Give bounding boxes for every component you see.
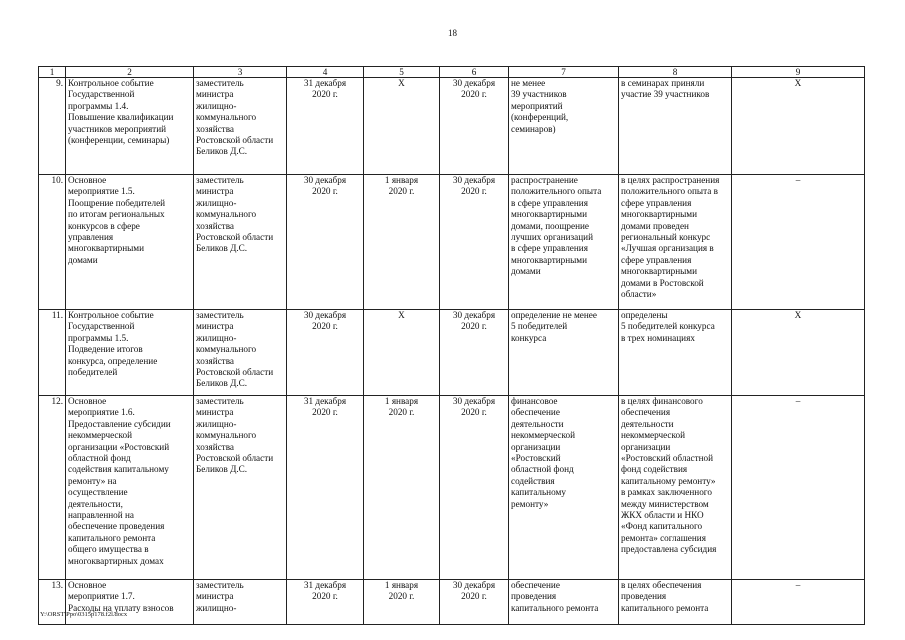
start-date-cell	[364, 175, 440, 310]
cell-text-line: обеспечение	[511, 580, 560, 590]
cell-text-line: 30 декабря	[452, 175, 496, 185]
cell-text-line: министра	[196, 186, 234, 197]
file-path-footer: Y:\ORST\Ppo\0315p178.f2l.docx	[40, 611, 128, 618]
cell-text-line: (конференции, семинары)	[68, 135, 170, 146]
cell-text-line: некоммерческой	[511, 430, 575, 441]
column-header: 7	[509, 67, 619, 78]
cell-text-line: Повышение квалификации	[68, 112, 174, 123]
actual-result-cell	[619, 580, 732, 625]
cell-text-line: многоквартирными	[511, 254, 588, 265]
column-header: 3	[194, 67, 287, 78]
actual-result-cell	[619, 78, 732, 175]
plan-date-cell	[287, 396, 364, 580]
cell-text-line: семинаров)	[511, 123, 556, 134]
end-date-cell	[440, 396, 509, 580]
cell-text-line: Государственной	[68, 89, 135, 100]
cell-text-line: 2020 г.	[312, 321, 338, 332]
cell-text-line: в трех номинациях	[621, 332, 695, 343]
header-row	[39, 67, 865, 78]
column-header: 4	[287, 67, 364, 78]
cell-text-line: Основное	[68, 580, 107, 590]
cell-text-line: многоквартирными	[511, 209, 588, 220]
plan-date-cell	[287, 78, 364, 175]
cell-text-line: в целях распространения	[621, 175, 720, 185]
cell-text-line: министра	[196, 407, 234, 418]
cell-text-line: областной фонд	[511, 464, 574, 475]
plan-date-cell	[287, 580, 364, 625]
cell-text-line: хозяйства	[196, 220, 234, 231]
executor-cell	[194, 78, 287, 175]
cell-text-line: многоквартирными	[621, 266, 698, 277]
cell-text-line: 2020 г.	[312, 186, 338, 197]
page-number: 18	[448, 28, 457, 38]
cell-text-line: мероприятие 1.6.	[68, 407, 135, 418]
cell-text-line: домами в Ростовской	[621, 277, 704, 288]
cell-text-line: 5 победителей конкурса	[621, 321, 715, 332]
cell-text-line: ремонту» на	[68, 475, 117, 486]
event-name-cell	[66, 175, 194, 310]
cell-text-line: X	[398, 78, 405, 88]
cell-text-line: обеспечение	[511, 407, 560, 418]
executor-cell	[194, 310, 287, 396]
cell-text-line: 31 декабря	[303, 580, 347, 590]
start-date-cell	[364, 396, 440, 580]
cell-text-line: управления	[68, 232, 114, 243]
cell-text-line: многоквартирными	[621, 209, 698, 220]
row-number: 12.	[39, 396, 66, 580]
cell-text-line: домами проведен	[621, 220, 689, 231]
expected-result-cell	[509, 580, 619, 625]
cell-text-line: 2020 г.	[388, 407, 415, 418]
cell-text-line: 30 декабря	[452, 580, 496, 590]
column-header: 1	[39, 67, 66, 78]
cell-text-line: капитального ремонта	[621, 602, 709, 613]
cell-text-line: ремонта» соглашения	[621, 532, 706, 543]
note-cell: X	[732, 78, 865, 175]
cell-text-line: 30 декабря	[303, 175, 347, 185]
cell-text-line: многоквартирными	[68, 243, 145, 254]
table-row	[39, 310, 865, 396]
cell-text-line: Поощрение победителей	[68, 197, 166, 208]
expected-result-cell	[509, 78, 619, 175]
expected-result-cell	[509, 396, 619, 580]
row-number: 11.	[39, 310, 66, 396]
cell-text-line: капитального ремонта	[68, 532, 156, 543]
cell-text-line: домами	[511, 266, 541, 277]
cell-text-line: по итогам региональных	[68, 209, 165, 220]
cell-text-line: домами, поощрение	[511, 220, 590, 231]
end-date-cell	[440, 310, 509, 396]
cell-text-line: X	[398, 310, 405, 320]
cell-text-line: заместитель	[196, 175, 244, 185]
cell-text-line: конкурсов в сфере	[68, 220, 140, 231]
cell-text-line: в целях обеспечения	[621, 580, 702, 590]
cell-text-line: обеспечение проведения	[68, 521, 165, 532]
plan-date-cell	[287, 175, 364, 310]
cell-text-line: организации	[621, 441, 671, 452]
cell-text-line: заместитель	[196, 396, 244, 406]
cell-text-line: 30 декабря	[303, 310, 347, 320]
cell-text-line: Контрольное событие	[68, 310, 154, 320]
cell-text-line: «Фонд капитального	[621, 521, 703, 532]
expected-result-cell	[509, 310, 619, 396]
cell-text-line: определены	[621, 310, 668, 320]
cell-text-line: Ростовской области	[196, 367, 274, 378]
cell-text-line: «Ростовский	[511, 453, 561, 464]
cell-text-line: проведения	[621, 591, 667, 602]
cell-text-line: 2020 г.	[461, 321, 487, 332]
cell-text-line: заместитель	[196, 310, 244, 320]
note-cell: –	[732, 175, 865, 310]
note-cell: –	[732, 396, 865, 580]
cell-text-line: не менее	[511, 78, 546, 88]
cell-text-line: 2020 г.	[388, 186, 415, 197]
cell-text-line: капитальному ремонту»	[621, 475, 716, 486]
cell-text-line: Ростовской области	[196, 453, 274, 464]
cell-text-line: жилищно-	[196, 197, 237, 208]
cell-text-line: содействия капитальному	[68, 464, 169, 475]
cell-text-line: многоквартирных домах	[68, 555, 164, 566]
table-row	[39, 396, 865, 580]
cell-text-line: направленной на	[68, 510, 134, 521]
cell-text-line: коммунального	[196, 112, 257, 123]
cell-text-line: 2020 г.	[461, 186, 487, 197]
plan-date-cell	[287, 310, 364, 396]
cell-text-line: предоставлена субсидия	[621, 544, 717, 555]
cell-text-line: конкурса	[511, 332, 547, 343]
cell-text-line: Ростовской области	[196, 135, 274, 146]
cell-text-line: содействия	[511, 475, 555, 486]
cell-text-line: области»	[621, 289, 657, 300]
executor-cell	[194, 580, 287, 625]
cell-text-line: мероприятие 1.5.	[68, 186, 135, 197]
cell-text-line: проведения	[511, 591, 557, 602]
cell-text-line: министра	[196, 321, 234, 332]
cell-text-line: Государственной	[68, 321, 135, 332]
cell-text-line: сфере управления	[621, 197, 692, 208]
table-row	[39, 580, 865, 625]
cell-text-line: определение не менее	[511, 310, 597, 320]
cell-text-line: 1 января	[384, 175, 419, 185]
cell-text-line: некоммерческой	[621, 430, 685, 441]
cell-text-line: заместитель	[196, 78, 244, 88]
cell-text-line: финансовое	[511, 396, 558, 406]
cell-text-line: 2020 г.	[312, 89, 338, 100]
table-row	[39, 78, 865, 175]
cell-text-line: в сфере управления	[511, 243, 588, 254]
cell-text-line: коммунального	[196, 430, 257, 441]
cell-text-line: жилищно-	[196, 602, 237, 613]
end-date-cell	[440, 175, 509, 310]
note-cell: –	[732, 580, 865, 625]
event-name-cell	[66, 78, 194, 175]
executor-cell	[194, 396, 287, 580]
cell-text-line: общего имущества в	[68, 544, 149, 555]
cell-text-line: Расходы на уплату взносов	[68, 602, 174, 613]
row-number: 10.	[39, 175, 66, 310]
start-date-cell	[364, 310, 440, 396]
cell-text-line: деятельности,	[68, 498, 123, 509]
cell-text-line: 2020 г.	[312, 407, 338, 418]
cell-text-line: Контрольное событие	[68, 78, 154, 88]
cell-text-line: некоммерческой	[68, 430, 132, 441]
cell-text-line: капитальному	[511, 487, 566, 498]
cell-text-line: положительного опыта в	[621, 186, 718, 197]
cell-text-line: сфере управления	[621, 254, 692, 265]
cell-text-line: 2020 г.	[312, 591, 338, 602]
cell-text-line: Беликов Д.С.	[196, 243, 248, 254]
cell-text-line: в целях финансового	[621, 396, 703, 406]
cell-text-line: заместитель	[196, 580, 244, 590]
cell-text-line: 39 участников	[511, 89, 567, 100]
cell-text-line: 5 победителей	[511, 321, 568, 332]
cell-text-line: 1 января	[384, 580, 419, 590]
cell-text-line: Беликов Д.С.	[196, 378, 248, 389]
row-number: 9.	[39, 78, 66, 175]
expected-result-cell	[509, 175, 619, 310]
cell-text-line: мероприятие 1.7.	[68, 591, 135, 602]
cell-text-line: хозяйства	[196, 441, 234, 452]
cell-text-line: обеспечения	[621, 407, 671, 418]
table-row	[39, 175, 865, 310]
cell-text-line: 2020 г.	[461, 89, 487, 100]
actual-result-cell	[619, 175, 732, 310]
column-header: 8	[619, 67, 732, 78]
cell-text-line: капитального ремонта	[511, 602, 599, 613]
end-date-cell	[440, 580, 509, 625]
cell-text-line: 30 декабря	[452, 396, 496, 406]
start-date-cell	[364, 78, 440, 175]
cell-text-line: Ростовской области	[196, 232, 274, 243]
cell-text-line: жилищно-	[196, 332, 237, 343]
cell-text-line: в семинарах приняли	[621, 78, 705, 88]
cell-text-line: «Лучшая организация в	[621, 243, 714, 254]
cell-text-line: Беликов Д.С.	[196, 464, 248, 475]
note-cell: X	[732, 310, 865, 396]
cell-text-line: коммунального	[196, 344, 257, 355]
cell-text-line: домами	[68, 254, 98, 265]
cell-text-line: между министерством	[621, 498, 709, 509]
cell-text-line: деятельности	[511, 418, 564, 429]
cell-text-line: Основное	[68, 396, 107, 406]
cell-text-line: 31 декабря	[303, 396, 347, 406]
cell-text-line: жилищно-	[196, 418, 237, 429]
column-header: 5	[364, 67, 440, 78]
report-table	[38, 66, 865, 625]
column-header: 2	[66, 67, 194, 78]
cell-text-line: 1 января	[384, 396, 419, 406]
cell-text-line: 2020 г.	[461, 407, 487, 418]
cell-text-line: коммунального	[196, 209, 257, 220]
actual-result-cell	[619, 396, 732, 580]
column-header: 9	[732, 67, 865, 78]
cell-text-line: «Ростовский областной	[621, 453, 714, 464]
cell-text-line: областной фонд	[68, 453, 131, 464]
column-header: 6	[440, 67, 509, 78]
row-number: 13.	[39, 580, 66, 625]
cell-text-line: жилищно-	[196, 100, 237, 111]
cell-text-line: ремонту»	[511, 498, 549, 509]
cell-text-line: организации	[511, 441, 561, 452]
event-name-cell	[66, 310, 194, 396]
cell-text-line: хозяйства	[196, 355, 234, 366]
cell-text-line: программы 1.5.	[68, 332, 129, 343]
cell-text-line: распространение	[511, 175, 578, 185]
cell-text-line: победителей	[68, 367, 118, 378]
cell-text-line: мероприятий	[511, 100, 563, 111]
cell-text-line: осуществление	[68, 487, 128, 498]
cell-text-line: (конференций,	[511, 112, 569, 123]
cell-text-line: деятельности	[621, 418, 674, 429]
cell-text-line: программы 1.4.	[68, 100, 129, 111]
cell-text-line: министра	[196, 591, 234, 602]
cell-text-line: хозяйства	[196, 123, 234, 134]
cell-text-line: министра	[196, 89, 234, 100]
event-name-cell	[66, 396, 194, 580]
end-date-cell	[440, 78, 509, 175]
cell-text-line: конкурса, определение	[68, 355, 158, 366]
cell-text-line: Основное	[68, 175, 107, 185]
cell-text-line: ЖКХ области и НКО	[621, 510, 704, 521]
cell-text-line: 2020 г.	[388, 591, 415, 602]
actual-result-cell	[619, 310, 732, 396]
cell-text-line: 30 декабря	[452, 310, 496, 320]
cell-text-line: участников мероприятий	[68, 123, 167, 134]
cell-text-line: в рамках заключенного	[621, 487, 712, 498]
cell-text-line: в сфере управления	[511, 197, 588, 208]
cell-text-line: участие 39 участников	[621, 89, 710, 100]
cell-text-line: 2020 г.	[461, 591, 487, 602]
cell-text-line: 31 декабря	[303, 78, 347, 88]
cell-text-line: 30 декабря	[452, 78, 496, 88]
cell-text-line: лучших организаций	[511, 232, 594, 243]
cell-text-line: положительного опыта	[511, 186, 602, 197]
cell-text-line: фонд содействия	[621, 464, 688, 475]
cell-text-line: Подведение итогов	[68, 344, 143, 355]
start-date-cell	[364, 580, 440, 625]
executor-cell	[194, 175, 287, 310]
cell-text-line: организации «Ростовский	[68, 441, 170, 452]
cell-text-line: Предоставление субсидии	[68, 418, 171, 429]
cell-text-line: Беликов Д.С.	[196, 146, 248, 157]
cell-text-line: региональный конкурс	[621, 232, 711, 243]
